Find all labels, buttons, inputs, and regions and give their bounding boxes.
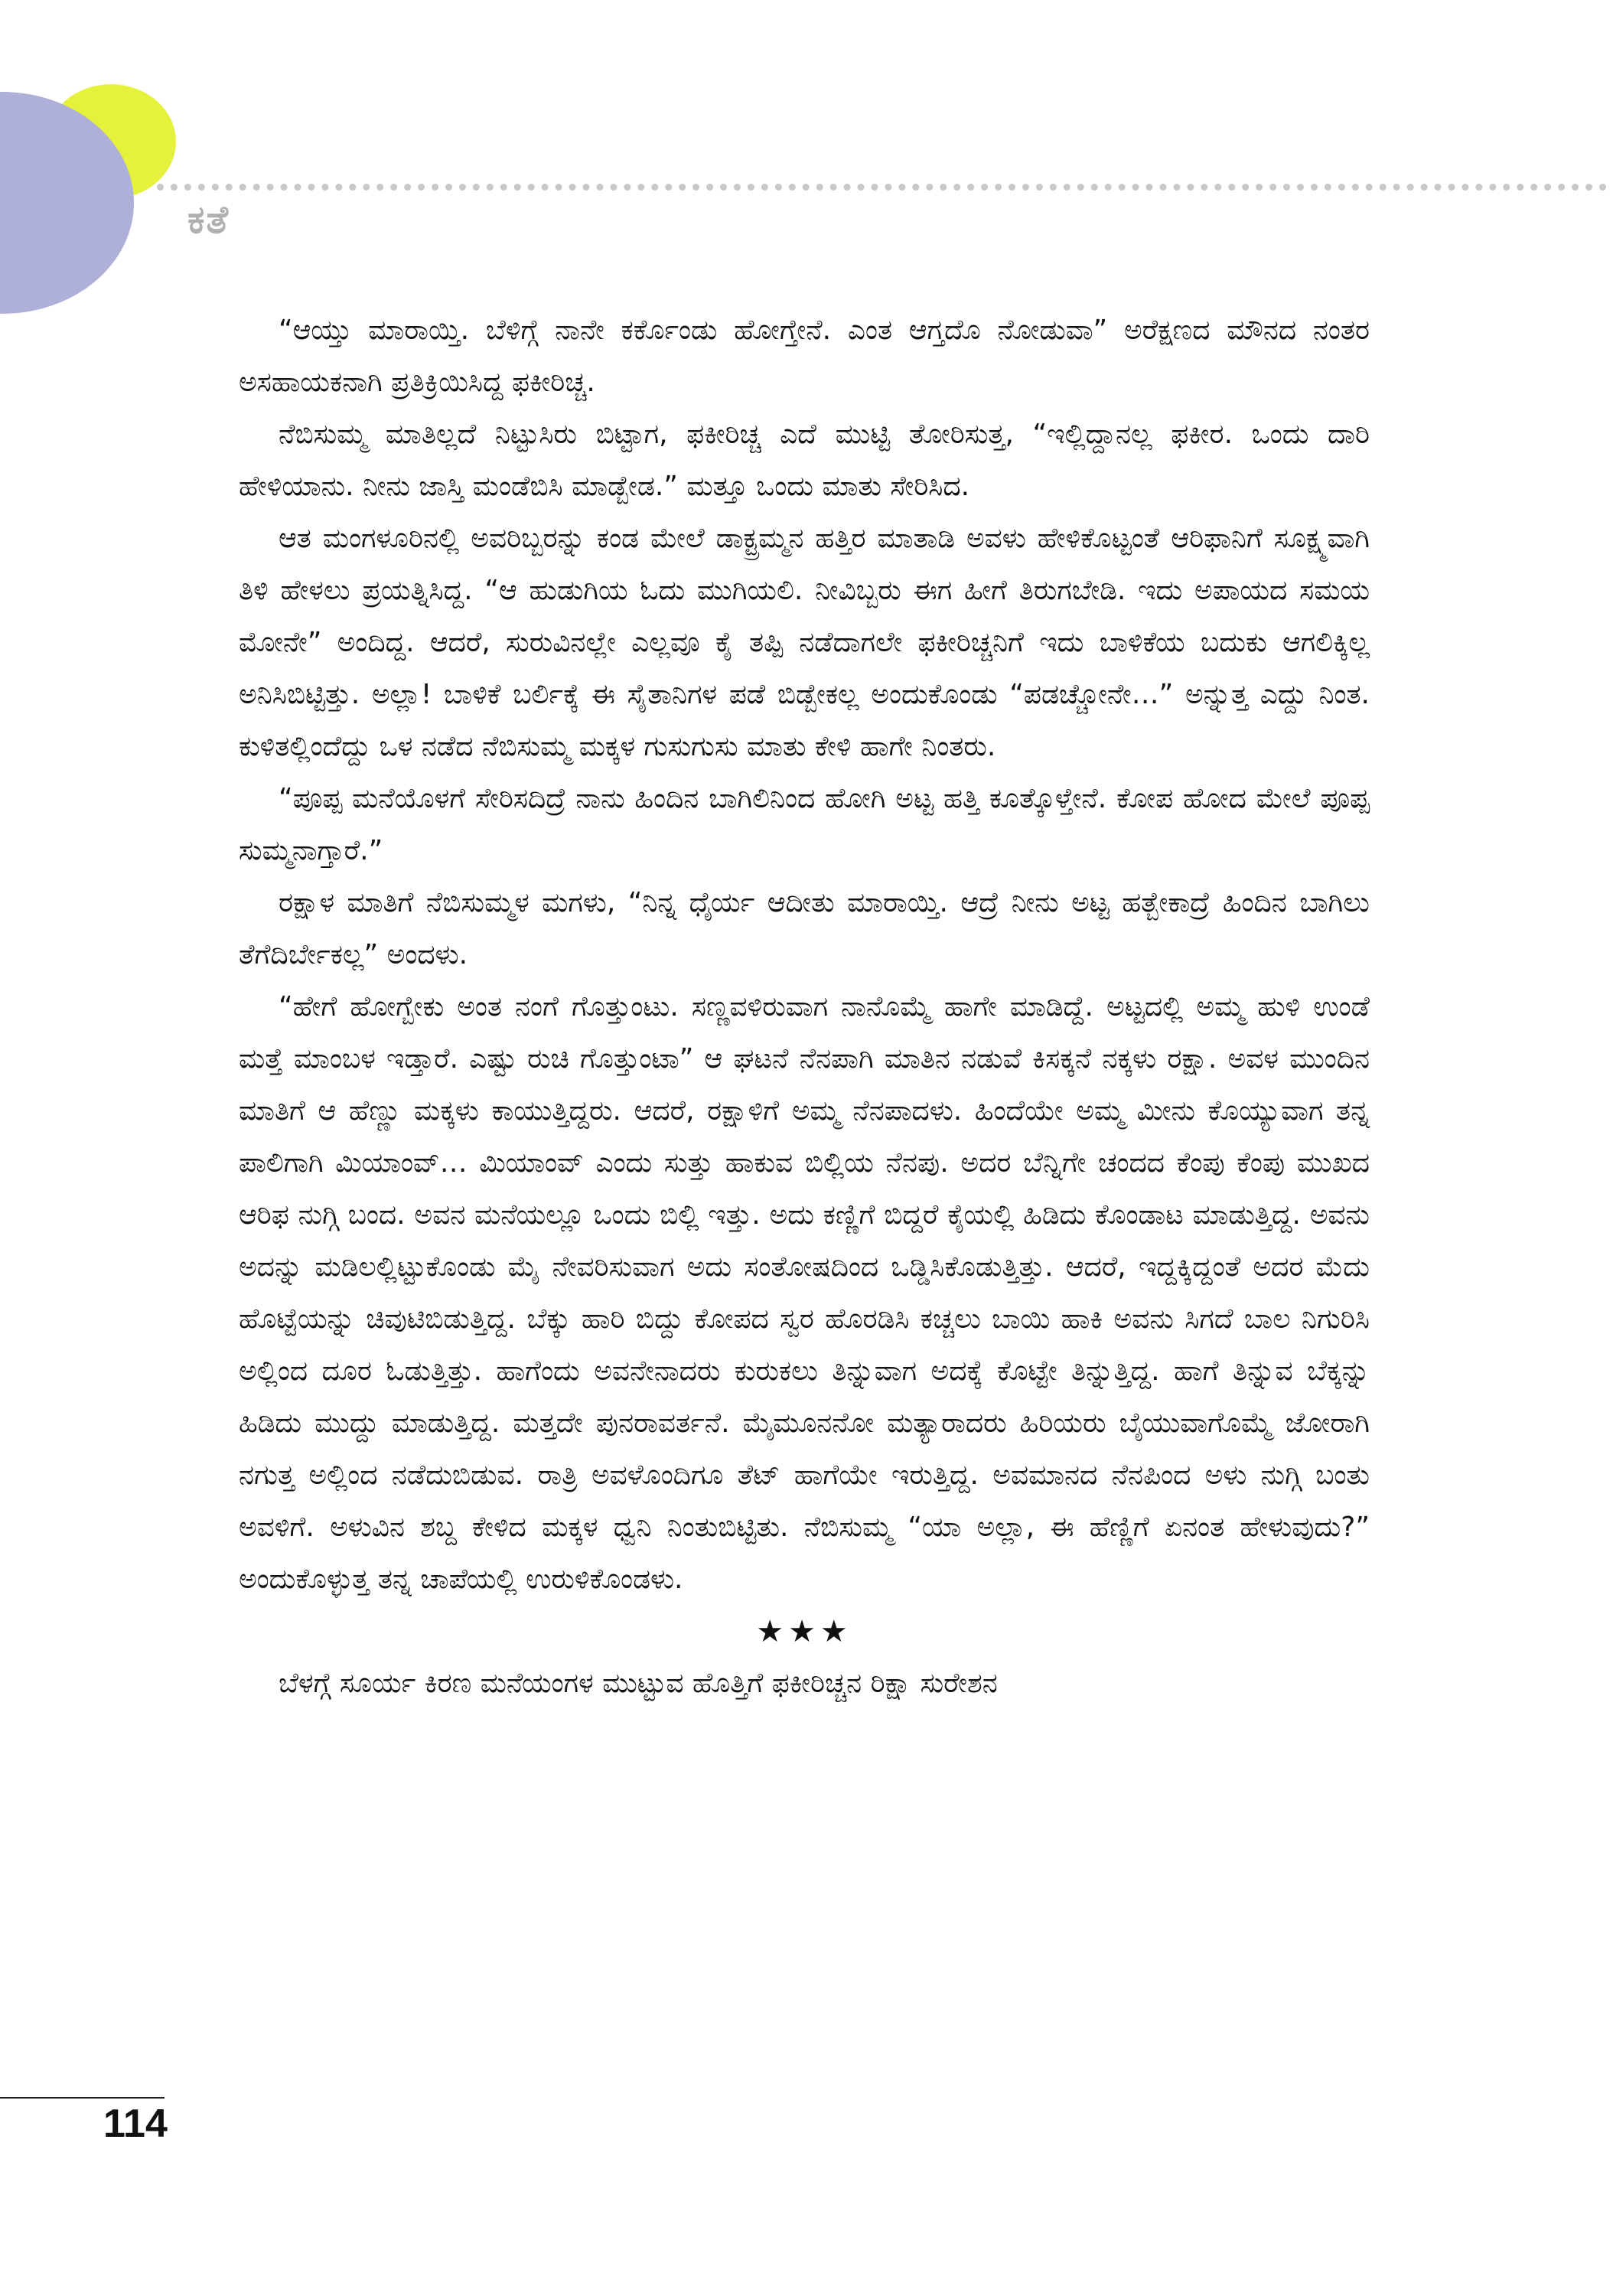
page-number: 114 [103, 2102, 168, 2146]
paragraph: ನೆಬಿಸುಮ್ಮ ಮಾತಿಲ್ಲದೆ ನಿಟ್ಟುಸಿರು ಬಿಟ್ಟಾಗ, ಫಕೀರಿಚ್ಚ ಎದೆ ಮುಟ್ಟಿ ತೋರಿಸುತ್ತ, “ಇಲ್ಲಿದ್ದಾನಲ್ಲ ಫಕೀರ. ಒಂದು ದಾರಿ ಹೇಳಿಯಾನು. ನೀನು ಜಾಸ್ತಿ ಮಂಡೆಬಿಸಿ ಮಾಡ್ಬೇಡ.” ಮತ್ತೂ ಒಂದು ಮಾತು ಸೇರಿಸಿದ. [239, 419, 1370, 502]
section-label: ಕತೆ [187, 197, 230, 242]
section-separator: ★★★ [756, 1614, 852, 1649]
closing-paragraph: ಬೆಳಗ್ಗೆ ಸೂರ್ಯ ಕಿರಣ ಮನೆಯಂಗಳ ಮುಟ್ಟುವ ಹೊತ್ತಿಗೆ ಫಕೀರಿಚ್ಚನ ರಿಕ್ಷಾ ಸುರೇಶನ [279, 1668, 998, 1699]
paragraph: “ಹೇಗೆ ಹೋಗ್ಬೇಕು ಅಂತ ನಂಗೆ ಗೊತ್ತುಂಟು. ಸಣ್ಣವಳಿರುವಾಗ ನಾನೊಮ್ಮೆ ಹಾಗೇ ಮಾಡಿದ್ದೆ. ಅಟ್ಟದಲ್ಲಿ ಅಮ್ಮ ಹುಳಿ ಉಂಡೆ ಮತ್ತೆ ಮಾಂಬಳ ಇಡ್ತಾರೆ. ಎಷ್ಟು ರುಚಿ ಗೊತ್ತುಂಟಾ” ಆ ಘಟನೆ ನೆನಪಾಗಿ ಮಾತಿನ ನಡುವೆ ಕಿಸಕ್ಕನೆ ನಕ್ಕಳು ರಕ್ಷಾ. ಅವಳ ಮುಂದಿನ ಮಾತಿಗೆ ಆ ಹೆಣ್ಣು ಮಕ್ಕಳು ಕಾಯುತ್ತಿದ್ದರು. ಆದರೆ, ರಕ್ಷಾಳಿಗೆ ಅಮ್ಮ ನೆನಪಾದಳು. ಹಿಂದೆಯೇ ಅಮ್ಮ ಮೀನು ಕೊಯ್ಯುವಾಗ ತನ್ನ ಪಾಲಿಗಾಗಿ ಮಿಯಾಂವ್… ಮಿಯಾಂವ್ ಎಂದು ಸುತ್ತು ಹಾಕುವ ಬಿಲ್ಲಿಯ ನೆನಪು. ಅದರ ಬೆನ್ನಿಗೇ ಚಂದದ ಕೆಂಪು ಕೆಂಪು ಮುಖದ ಆರಿಫ ನುಗ್ಗಿ ಬಂದ. ಅವನ ಮನೆಯಲ್ಲೂ ಒಂದು ಬಿಲ್ಲಿ ಇತ್ತು. ಅದು ಕಣ್ಣಿಗೆ ಬಿದ್ದರೆ ಕೈಯಲ್ಲಿ ಹಿಡಿದು ಕೊಂಡಾಟ ಮಾಡುತ್ತಿದ್ದ. ಅವನು ಅದನ್ನು ಮಡಿಲಲ್ಲಿಟ್ಟುಕೊಂಡು ಮೈ ನೇವರಿಸುವಾಗ ಅದು ಸಂತೋಷದಿಂದ ಒಡ್ಡಿಸಿಕೊಡುತ್ತಿತ್ತು. ಆದರೆ, ಇದ್ದಕ್ಕಿದ್ದಂತೆ ಅದರ ಮೆದು ಹೊಟ್ಟೆಯನ್ನು ಚಿವುಟಿಬಿಡುತ್ತಿದ್ದ. ಬೆಕ್ಕು ಹಾರಿ ಬಿದ್ದು ಕೋಪದ ಸ್ವರ ಹೊರಡಿಸಿ ಕಚ್ಚಲು ಬಾಯಿ ಹಾಕಿ ಅವನು ಸಿಗದೆ ಬಾಲ ನಿಗುರಿಸಿ ಅಲ್ಲಿಂದ ದೂರ ಓಡುತ್ತಿತ್ತು. ಹಾಗೆಂದು ಅವನೇನಾದರು ಕುರುಕಲು ತಿನ್ನುವಾಗ ಅದಕ್ಕೆ ಕೊಟ್ಟೇ ತಿನ್ನುತ್ತಿದ್ದ. ಹಾಗೆ ತಿನ್ನುವ ಬೆಕ್ಕನ್ನು ಹಿಡಿದು ಮುದ್ದು ಮಾಡುತ್ತಿದ್ದ. ಮತ್ತದೇ ಪುನರಾವರ್ತನೆ. ಮೈಮೂನನೋ ಮತ್ಯಾರಾದರು ಹಿರಿಯರು ಬೈಯುವಾಗೊಮ್ಮೆ ಜೋರಾಗಿ ನಗುತ್ತ ಅಲ್ಲಿಂದ ನಡೆದುಬಿಡುವ. ರಾತ್ರಿ ಅವಳೊಂದಿಗೂ ತೆಟ್ ಹಾಗೆಯೇ ಇರುತ್ತಿದ್ದ. ಅವಮಾನದ ನೆನಪಿಂದ ಅಳು ನುಗ್ಗಿ ಬಂತು ಅವಳಿಗೆ. ಅಳುವಿನ ಶಬ್ದ ಕೇಳಿದ ಮಕ್ಕಳ ಧ್ವನಿ ನಿಂತುಬಿಟ್ಟಿತು. ನೆಬಿಸುಮ್ಮ “ಯಾ ಅಲ್ಲಾ, ಈ ಹೆಣ್ಣಿಗೆ ಏನಂತ ಹೇಳುವುದು?” ಅಂದುಕೊಳ್ಳುತ್ತ ತನ್ನ ಚಾಪೆಯಲ್ಲಿ ಉರುಳಿಕೊಂಡಳು. [239, 991, 1370, 1595]
paragraph: ಆತ ಮಂಗಳೂರಿನಲ್ಲಿ ಅವರಿಬ್ಬರನ್ನು ಕಂಡ ಮೇಲೆ ಡಾಕ್ಟ್ರಮ್ಮನ ಹತ್ತಿರ ಮಾತಾಡಿ ಅವಳು ಹೇಳಿಕೊಟ್ಟಂತೆ ಆರಿಫಾನಿಗೆ ಸೂಕ್ಷ್ಮವಾಗಿ ತಿಳಿ ಹೇಳಲು ಪ್ರಯತ್ನಿಸಿದ್ದ. “ಆ ಹುಡುಗಿಯ ಓದು ಮುಗಿಯಲಿ. ನೀವಿಬ್ಬರು ಈಗ ಹೀಗೆ ತಿರುಗಬೇಡಿ. ಇದು ಅಪಾಯದ ಸಮಯ ಮೋನೇ” ಅಂದಿದ್ದ. ಆದರೆ, ಸುರುವಿನಲ್ಲೇ ಎಲ್ಲವೂ ಕೈ ತಪ್ಪಿ ನಡೆದಾಗಲೇ ಫಕೀರಿಚ್ಚನಿಗೆ ಇದು ಬಾಳಿಕೆಯ ಬದುಕು ಆಗಲಿಕ್ಕಿಲ್ಲ ಅನಿಸಿಬಿಟ್ಟಿತ್ತು. ಅಲ್ಲಾ! ಬಾಳಿಕೆ ಬರ್ಲಿಕ್ಕೆ ಈ ಸೈತಾನಿಗಳ ಪಡೆ ಬಿಡ್ಬೇಕಲ್ಲ ಅಂದುಕೊಂಡು “ಪಡಚ್ಚೋನೇ…” ಅನ್ನುತ್ತ ಎದ್ದು ನಿಂತ. ಕುಳಿತಲ್ಲಿಂದೆದ್ದು ಒಳ ನಡೆದ ನೆಬಿಸುಮ್ಮ ಮಕ್ಕಳ ಗುಸುಗುಸು ಮಾತು ಕೇಳಿ ಹಾಗೇ ನಿಂತರು. [239, 523, 1370, 762]
paragraph: “ಆಯ್ತು ಮಾರಾಯ್ತಿ. ಬೆಳಿಗ್ಗೆ ನಾನೇ ಕರ್ಕೊಂಡು ಹೋಗ್ತೇನೆ. ಎಂತ ಆಗ್ತದೊ ನೋಡುವಾ” ಅರೆಕ್ಷಣದ ಮೌನದ ನಂತರ ಅಸಹಾಯಕನಾಗಿ ಪ್ರತಿಕ್ರಿಯಿಸಿದ್ದ ಫಕೀರಿಚ್ಚ. [239, 315, 1370, 398]
paragraph: ರಕ್ಷಾಳ ಮಾತಿಗೆ ನೆಬಿಸುಮ್ಮಳ ಮಗಳು, “ನಿನ್ನ ಧೈರ್ಯ ಆದೀತು ಮಾರಾಯ್ತಿ. ಆದ್ರೆ ನೀನು ಅಟ್ಟ ಹತ್ಬೇಕಾದ್ರೆ ಹಿಂದಿನ ಬಾಗಿಲು ತೆಗೆದಿರ್ಬೇಕಲ್ಲ” ಅಂದಳು. [239, 887, 1370, 970]
paragraph: “ಪೂಪ್ಪ ಮನೆಯೊಳಗೆ ಸೇರಿಸದಿದ್ರೆ ನಾನು ಹಿಂದಿನ ಬಾಗಿಲಿನಿಂದ ಹೋಗಿ ಅಟ್ಟ ಹತ್ತಿ ಕೂತ್ಕೊಳ್ತೇನೆ. ಕೋಪ ಹೋದ ಮೇಲೆ ಪೂಪ್ಪ ಸುಮ್ಮನಾಗ್ತಾರೆ.” [239, 783, 1370, 866]
story-body [239, 305, 1370, 1710]
header-dotted-rule [157, 184, 1607, 191]
footer-rule [0, 2097, 165, 2099]
